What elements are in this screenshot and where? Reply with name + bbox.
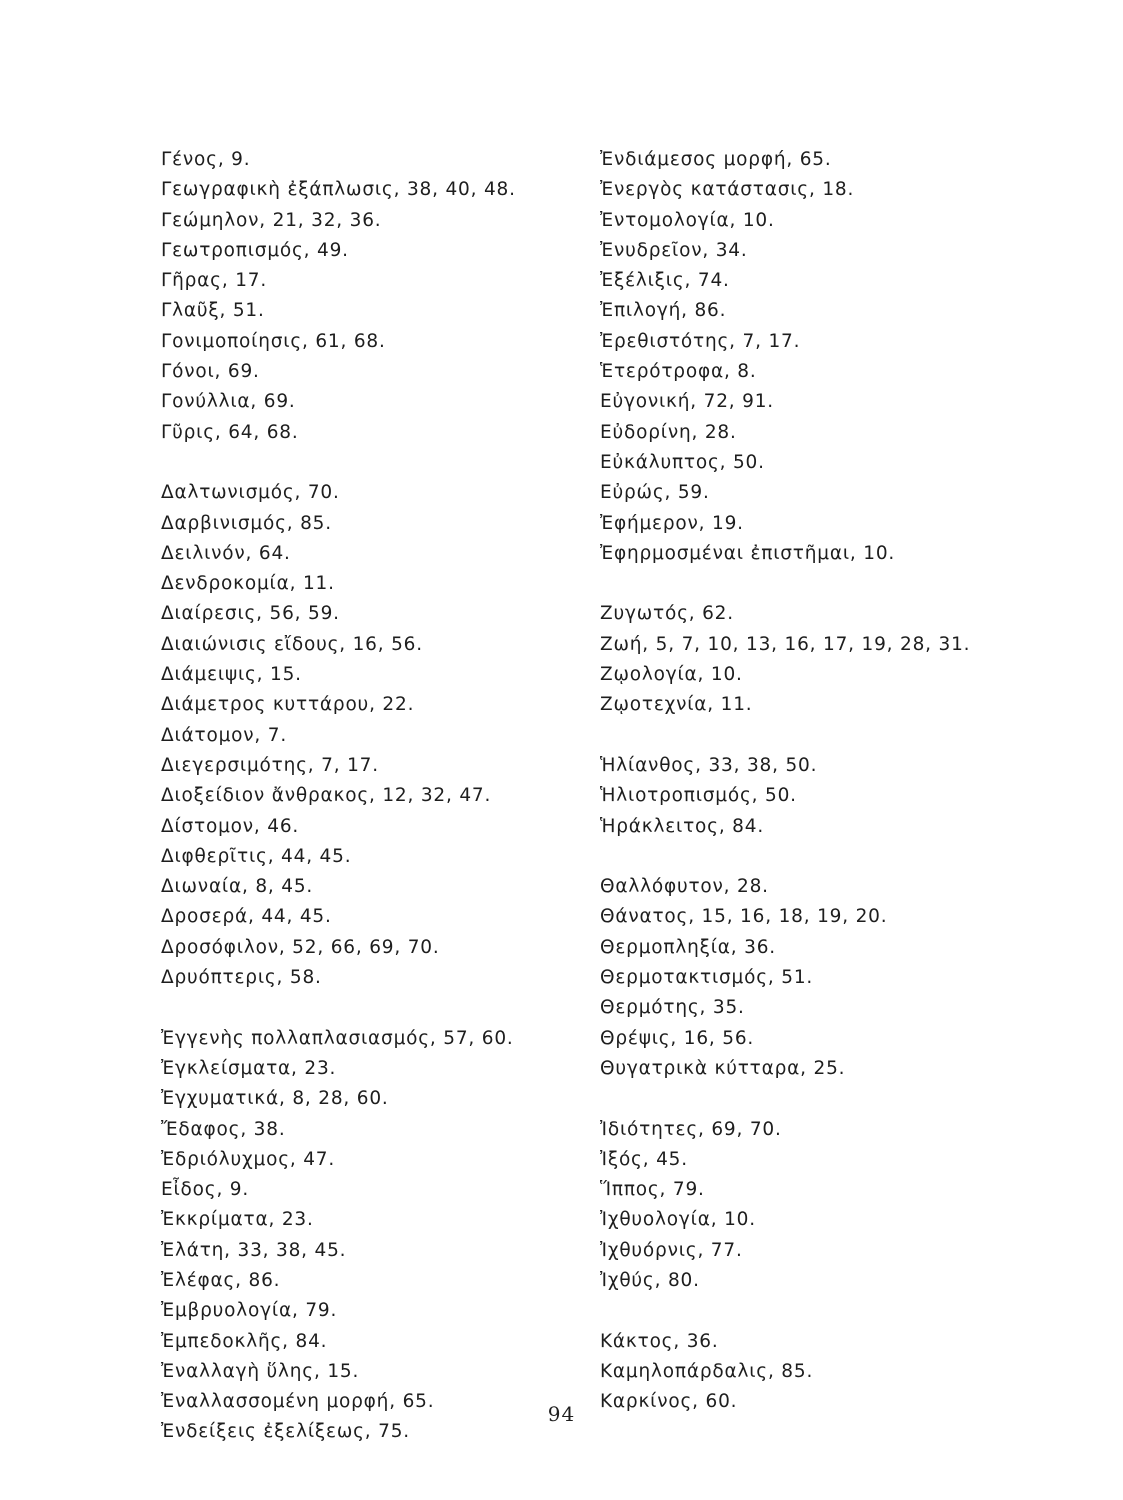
index-entry: Δροσερά, 44, 45. <box>161 906 332 928</box>
group-spacer <box>600 1084 1080 1114</box>
page-number: 94 <box>547 1402 576 1426</box>
index-entry: Εὐγονική, 72, 91. <box>600 391 774 413</box>
index-entry: Διάμετρος κυττάρου, 22. <box>161 694 415 716</box>
index-entry: Γόνοι, 69. <box>161 361 260 383</box>
index-entry: Ἐναλλασσομένη μορφή, 65. <box>161 1391 435 1413</box>
index-entry: Διάτομον, 7. <box>161 724 288 746</box>
index-entry: Εὐδορίνη, 28. <box>600 421 737 443</box>
index-entry: Θερμοπληξία, 36. <box>600 936 776 958</box>
index-entry: Ἐπιλογή, 86. <box>600 300 727 322</box>
index-entry: Θυγατρικὰ κύτταρα, 25. <box>600 1057 846 1079</box>
index-entry: Διαίρεσις, 56, 59. <box>161 603 340 625</box>
index-entry: Γεώμηλον, 21, 32, 36. <box>161 209 382 231</box>
index-entry: Ἐγγενὴς πολλαπλασιασμός, 57, 60. <box>161 1027 514 1049</box>
index-entry: Ἐξέλιξις, 74. <box>600 270 730 292</box>
index-entry: Ζῳολογία, 10. <box>600 664 743 686</box>
index-entry: Ἐφήμερον, 19. <box>600 512 744 534</box>
index-entry: Ἐνδείξεις ἐξελίξεως, 75. <box>161 1421 410 1443</box>
group-spacer <box>600 569 1080 599</box>
index-entry: Ἐδριόλυχμος, 47. <box>161 1148 336 1170</box>
index-entry: Γῦρις, 64, 68. <box>161 421 299 443</box>
group-spacer <box>600 1296 1080 1326</box>
index-entry: Γονιμοποίησις, 61, 68. <box>161 330 386 352</box>
index-entry: Ἐναλλαγὴ ὕλης, 15. <box>161 1360 360 1382</box>
index-entry: Ἐφηρμοσμέναι ἐπιστῆμαι, 10. <box>600 542 896 564</box>
index-entry: Γεωγραφικὴ ἐξάπλωσις, 38, 40, 48. <box>161 179 516 201</box>
index-letter-group <box>161 478 601 993</box>
index-entry: Ἰχθυολογία, 10. <box>600 1209 756 1231</box>
index-entry: Δίστομον, 46. <box>161 815 300 837</box>
index-letter-group <box>161 1024 601 1448</box>
index-entry: Ἐλάτη, 33, 38, 45. <box>161 1239 347 1261</box>
index-entry: Διαιώνισις εἴδους, 16, 56. <box>161 633 423 655</box>
index-entry: Ἔδαφος, 38. <box>161 1118 286 1140</box>
index-entry: Γεωτροπισμός, 49. <box>161 239 349 261</box>
index-entry: Ἐνεργὸς κατάστασις, 18. <box>600 179 855 201</box>
index-entry: Ἐνυδρεῖον, 34. <box>600 239 748 261</box>
index-entry: Δαρβινισμός, 85. <box>161 512 332 534</box>
index-letter-group <box>161 145 601 448</box>
index-entry: Ἐρεθιστότης, 7, 17. <box>600 330 801 352</box>
index-entry: Ἐνδιάμεσος μορφή, 65. <box>600 149 832 170</box>
index-entry: Ἐμβρυολογία, 79. <box>161 1300 338 1322</box>
index-entry: Εὐκάλυπτος, 50. <box>600 451 765 473</box>
index-letter-group <box>600 872 1080 1084</box>
group-spacer <box>600 721 1080 751</box>
index-entry: Δαλτωνισμός, 70. <box>161 482 340 504</box>
group-spacer <box>161 993 601 1023</box>
index-entry: Γονύλλια, 69. <box>161 391 296 413</box>
index-entry: Δροσόφιλον, 52, 66, 69, 70. <box>161 936 440 958</box>
index-entry: Διεγερσιμότης, 7, 17. <box>161 754 379 776</box>
index-entry: Γλαῦξ, 51. <box>161 300 265 322</box>
index-entry: Καμηλοπάρδαλις, 85. <box>600 1360 814 1382</box>
index-entry: Ἰχθύς, 80. <box>600 1269 700 1291</box>
index-entry: Ἰδιότητες, 69, 70. <box>600 1118 782 1140</box>
index-entry: Εἶδος, 9. <box>161 1179 250 1201</box>
index-entry: Δενδροκομία, 11. <box>161 573 335 595</box>
index-entry: Διφθερῖτις, 44, 45. <box>161 845 352 867</box>
index-entry: Ἐλέφας, 86. <box>161 1269 281 1291</box>
index-entry: Δρυόπτερις, 58. <box>161 967 322 989</box>
group-spacer <box>600 842 1080 872</box>
index-entry: Ζυγωτός, 62. <box>600 603 734 625</box>
index-entry: Ἑτερότροφα, 8. <box>600 361 757 383</box>
index-entry: Ἡλιοτροπισμός, 50. <box>600 785 797 807</box>
group-spacer <box>161 448 601 478</box>
index-entry: Θαλλόφυτον, 28. <box>600 876 769 898</box>
index-entry: Ἐμπεδοκλῆς, 84. <box>161 1330 328 1352</box>
index-entry: Θρέψις, 16, 56. <box>600 1027 755 1049</box>
index-column-right <box>600 145 1080 1417</box>
index-entry: Ἰξός, 45. <box>600 1148 688 1170</box>
index-entry: Γῆρας, 17. <box>161 270 268 292</box>
index-entry: Διοξείδιον ἄνθρακος, 12, 32, 47. <box>161 785 492 807</box>
index-entry: Εὐρώς, 59. <box>600 482 710 504</box>
index-entry: Διάμειψις, 15. <box>161 664 302 686</box>
index-entry: Θερμότης, 35. <box>600 997 745 1019</box>
index-entry: Ἐκκρίματα, 23. <box>161 1209 314 1231</box>
index-entry: Κάκτος, 36. <box>600 1330 719 1352</box>
index-entry: Ἐντομολογία, 10. <box>600 209 775 231</box>
index-letter-group <box>600 599 1080 720</box>
index-letter-group <box>600 751 1080 842</box>
index-entry: Ἐγχυματικά, 8, 28, 60. <box>161 1088 389 1110</box>
index-entry: Ἡλίανθος, 33, 38, 50. <box>600 754 818 776</box>
index-entry: Δειλινόν, 64. <box>161 542 291 564</box>
index-entry: Ζωή, 5, 7, 10, 13, 16, 17, 19, 28, 31. <box>600 633 971 655</box>
index-entry: Θερμοτακτισμός, 51. <box>600 967 814 989</box>
index-entry: Θάνατος, 15, 16, 18, 19, 20. <box>600 906 888 928</box>
index-entry: Ἵππος, 79. <box>600 1179 705 1201</box>
index-entry: Ζῳοτεχνία, 11. <box>600 694 753 716</box>
index-entry: Διωναία, 8, 45. <box>161 876 314 898</box>
index-entry: Ἰχθυόρνις, 77. <box>600 1239 743 1261</box>
index-letter-group <box>600 1115 1080 1297</box>
index-entry: Γένος, 9. <box>161 149 251 170</box>
index-letter-group <box>600 145 1080 569</box>
index-entry: Καρκίνος, 60. <box>600 1391 738 1413</box>
index-entry: Ἡράκλειτος, 84. <box>600 815 765 837</box>
index-entry: Ἐγκλείσματα, 23. <box>161 1057 337 1079</box>
index-column-left <box>161 145 601 1448</box>
